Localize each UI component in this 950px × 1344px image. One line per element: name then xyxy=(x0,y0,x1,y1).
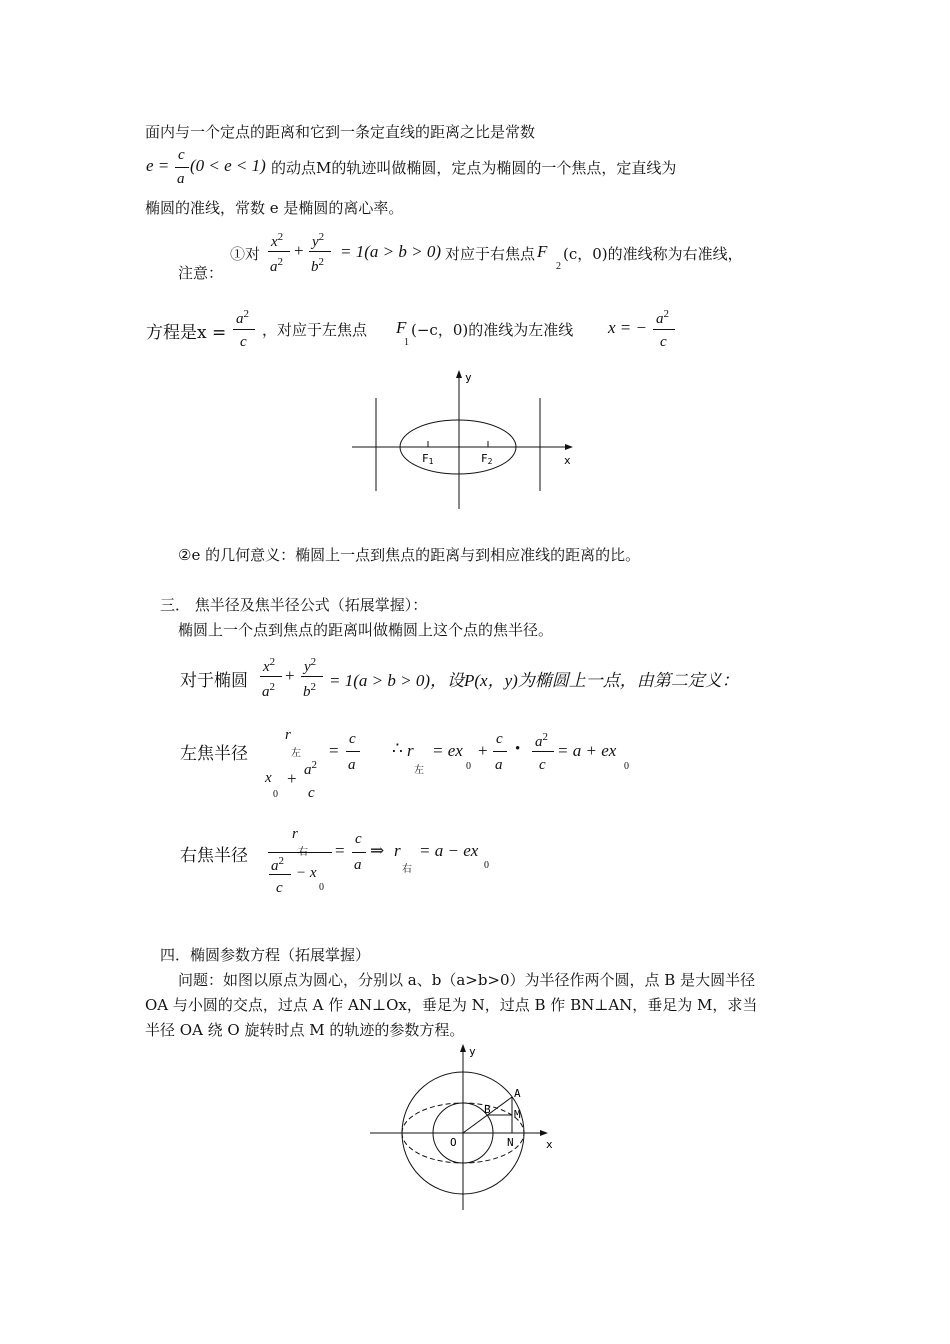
x-squared: $x^2$ xyxy=(263,656,276,675)
plus-sign: + xyxy=(285,666,295,685)
y-squared: $y^2$ xyxy=(304,656,317,675)
a-squared: $a^2$ xyxy=(656,308,669,327)
a-squared: $a^2$ xyxy=(304,759,317,778)
equation-is: 方程是x = xyxy=(146,323,227,343)
fraction-bar xyxy=(268,852,332,853)
plus-sign: + xyxy=(478,741,488,760)
denominator-c: c xyxy=(660,334,667,350)
numerator-c: c xyxy=(496,731,503,747)
r-right-subscript xyxy=(298,843,308,858)
ellipse-condition: = 1(a > b > 0) xyxy=(340,242,441,261)
y-axis-arrow xyxy=(456,370,462,378)
ellipse-directrix-figure xyxy=(340,365,590,515)
note-label: 注意： xyxy=(178,264,224,282)
b-squared: $b^2$ xyxy=(311,256,324,275)
dot-product: • xyxy=(515,741,521,757)
numerator-c: c xyxy=(349,731,356,747)
implies-arrow: ⇒ xyxy=(370,841,385,860)
x-axis-arrow xyxy=(540,1130,548,1136)
zero-subscript: 0 xyxy=(273,789,278,800)
a-squared: $a^2$ xyxy=(535,731,548,750)
for-ellipse: 对于椭圆 xyxy=(180,671,248,691)
equals-sign: = xyxy=(329,741,339,760)
equals-ex: = ex xyxy=(432,741,463,760)
r-symbol: r xyxy=(285,727,291,743)
ellipse-point-definition: = 1(a > b > 0)，设P(x，y)为椭圆上一点，由第二定义： xyxy=(329,671,739,690)
x-axis-label: x xyxy=(564,454,571,467)
a-plus-ex: = a + ex xyxy=(557,741,617,760)
denominator-c: c xyxy=(276,880,283,896)
r-left-subscript: 左 xyxy=(414,765,424,776)
right-directrix-text: (c，0)的准线称为右准线， xyxy=(563,245,743,263)
therefore-sign: ∴ xyxy=(392,739,403,758)
fraction-bar xyxy=(653,329,675,330)
intro-line-2: 的动点M的轨迹叫做椭圆，定点为椭圆的一个焦点，定直线为 xyxy=(271,159,677,177)
b-squared: $b^2$ xyxy=(303,681,316,700)
intro-line-3: 椭圆的准线，常数 e 是椭圆的离心率。 xyxy=(145,199,404,217)
frac-numerator-c: c xyxy=(178,147,185,163)
plus-sign: + xyxy=(287,769,297,788)
y-axis-label: y xyxy=(465,371,472,384)
fraction-bar xyxy=(233,329,255,330)
fraction-bar xyxy=(260,676,282,677)
problem-line-2: OA 与小圆的交点，过点 A 作 AN⊥Ox，垂足为 N，过点 B 作 BN⊥AN，垂足为 M，求当 xyxy=(145,996,758,1014)
plus-sign: + xyxy=(294,241,304,260)
a-squared: $a^2$ xyxy=(270,256,283,275)
fraction-bar xyxy=(268,251,290,252)
frac-denominator-a: a xyxy=(177,171,185,187)
y-axis-label: y xyxy=(469,1045,476,1058)
a-squared: $a^2$ xyxy=(236,308,249,327)
point-A-label: A xyxy=(514,1087,521,1100)
section-3-definition: 椭圆上一个点到焦点的距离叫做椭圆上这个点的焦半径。 xyxy=(178,621,554,639)
a-squared: $a^2$ xyxy=(271,855,284,874)
problem-line-1: 问题：如图以原点为圆心，分别以 a、b（a>b>0）为半径作两个圆，点 B 是大圆半径 xyxy=(178,971,756,989)
r-left-subscript: 左 xyxy=(291,748,301,759)
zero-subscript: 0 xyxy=(466,761,471,772)
problem-line-3: 半径 OA 绕 O 旋转时点 M 的轨迹的参数方程。 xyxy=(145,1021,465,1039)
zero-subscript: 0 xyxy=(624,761,629,772)
focus-2-label: F2 xyxy=(481,452,493,466)
point-B-label: B xyxy=(484,1103,491,1116)
fraction-bar xyxy=(346,751,360,752)
x-symbol: x xyxy=(265,770,272,786)
r-symbol: r xyxy=(292,826,298,842)
left-directrix-text: (−c，0)的准线为左准线 xyxy=(411,321,574,339)
equals-sign: = xyxy=(335,841,345,860)
r-symbol: r xyxy=(407,741,414,760)
x-squared: $x^2$ xyxy=(271,231,284,250)
y-axis-arrow xyxy=(460,1044,466,1052)
numerator-c: c xyxy=(355,831,362,847)
fraction-bar xyxy=(352,852,366,853)
parametric-circles-figure xyxy=(360,1040,570,1215)
focus-1-label: F1 xyxy=(422,452,434,466)
zero-subscript: 0 xyxy=(484,860,489,871)
y-squared: $y^2$ xyxy=(312,231,325,250)
fraction-bar xyxy=(269,874,291,875)
eccentricity-range: (0 < e < 1) xyxy=(190,156,266,175)
zero-subscript: 0 xyxy=(319,882,324,893)
left-directrix-eq: x = − xyxy=(608,318,647,337)
section-4-title: 四．椭圆参数方程（拓展掌握） xyxy=(160,946,371,964)
right-focus-text: 对应于右焦点 xyxy=(445,245,536,263)
denominator-c: c xyxy=(539,757,546,773)
left-focal-radius-label: 左焦半径 xyxy=(180,744,248,764)
fraction-bar xyxy=(175,167,189,168)
right-focal-radius-label: 右焦半径 xyxy=(180,846,248,866)
geometry-meaning: ②e 的几何意义：椭圆上一点到焦点的距离与到相应准线的距离的比。 xyxy=(178,546,641,564)
point-N-label: N xyxy=(507,1136,514,1149)
focus-F: F xyxy=(396,318,407,337)
x-axis-label: x xyxy=(546,1138,553,1151)
fraction-bar xyxy=(493,751,507,752)
denominator-a: a xyxy=(495,757,503,773)
fraction-bar xyxy=(532,751,554,752)
minus-x: − x xyxy=(296,865,317,881)
r-symbol: r xyxy=(394,841,401,860)
x-axis-arrow xyxy=(565,444,573,450)
denominator-c: c xyxy=(308,785,315,801)
origin-O-label: O xyxy=(450,1136,457,1149)
fraction-bar xyxy=(309,251,331,252)
intro-line-1: 面内与一个定点的距离和它到一条定直线的距离之比是常数 xyxy=(145,123,536,141)
focus-subscript-2: 2 xyxy=(556,261,561,272)
a-squared: $a^2$ xyxy=(262,681,275,700)
section-3-title: 三． 焦半径及焦半径公式（拓展掌握）： xyxy=(160,596,428,614)
r-right-subscript: 右 xyxy=(402,864,412,875)
a-minus-ex: = a − ex xyxy=(419,841,479,860)
denominator-a: a xyxy=(354,857,362,873)
denominator-a: a xyxy=(348,757,356,773)
left-focus-text: ，对应于左焦点 xyxy=(262,321,368,339)
point-M-label: M xyxy=(514,1108,521,1121)
circled-one: ①对 xyxy=(230,245,261,263)
e-equals: e = xyxy=(146,156,170,175)
fraction-bar xyxy=(301,676,323,677)
focus-subscript-1: 1 xyxy=(404,337,409,348)
focus-F: F xyxy=(537,242,548,261)
denominator-c: c xyxy=(240,334,247,350)
